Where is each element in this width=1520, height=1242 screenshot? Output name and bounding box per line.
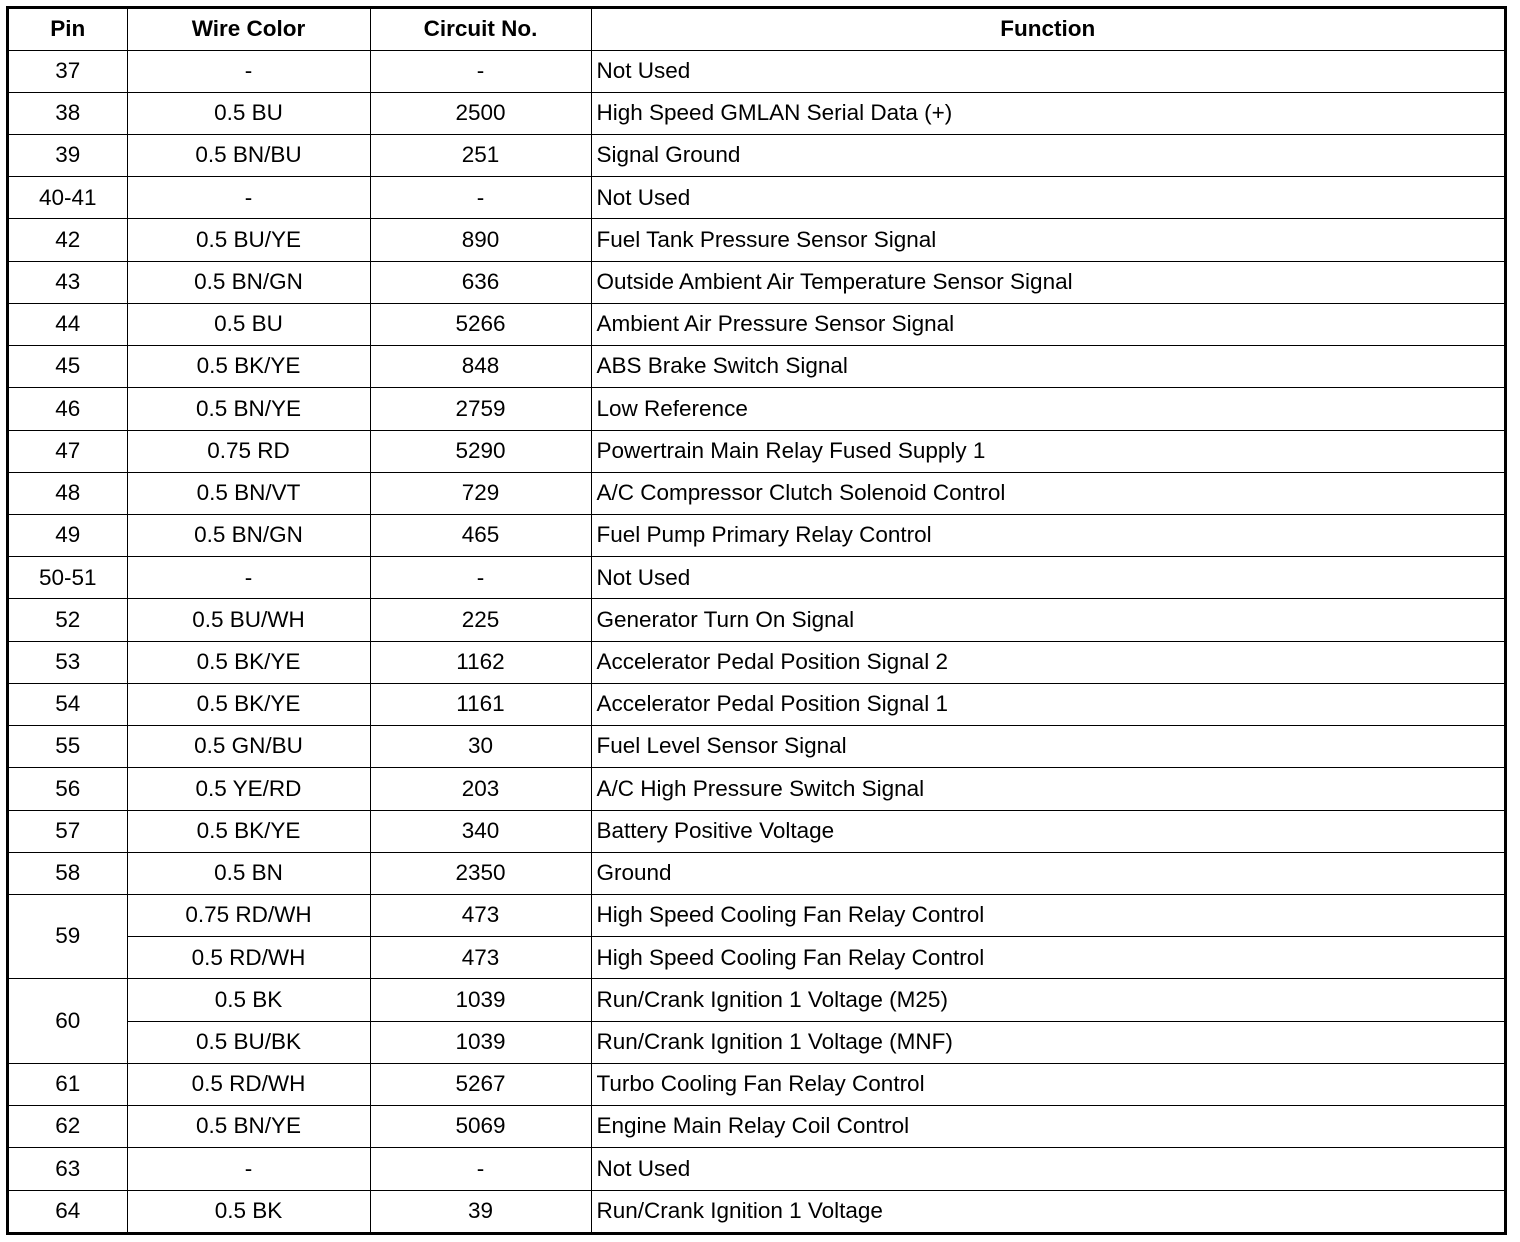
wire-color-cell: 0.5 GN/BU [127, 726, 370, 768]
table-row [9, 135, 1504, 177]
wire-color-cell: 0.75 RD/WH [127, 894, 370, 936]
wire-color-cell: 0.5 BN [127, 852, 370, 894]
wire-color-cell: 0.5 RD/WH [127, 1063, 370, 1105]
table-row [9, 810, 1504, 852]
table-row [9, 430, 1504, 472]
pin-cell: 55 [9, 726, 127, 768]
table-row [9, 1106, 1504, 1148]
table-row [9, 303, 1504, 345]
pin-cell: 61 [9, 1063, 127, 1105]
pin-cell: 50-51 [9, 557, 127, 599]
wire-color-cell: 0.5 BK [127, 1190, 370, 1232]
table-row [9, 177, 1504, 219]
table-row [9, 388, 1504, 430]
pin-cell: 53 [9, 641, 127, 683]
wire-color-cell: 0.5 BN/BU [127, 135, 370, 177]
table-row [9, 683, 1504, 725]
circuit-no-cell: 1161 [370, 683, 591, 725]
function-cell: ABS Brake Switch Signal [591, 346, 1504, 388]
function-cell: Not Used [591, 1148, 1504, 1190]
pin-cell: 38 [9, 92, 127, 134]
pin-cell: 64 [9, 1190, 127, 1232]
wire-color-cell: 0.5 YE/RD [127, 768, 370, 810]
wire-color-cell: 0.5 BU/YE [127, 219, 370, 261]
wire-color-cell: - [127, 557, 370, 599]
wire-color-cell: 0.5 BU [127, 92, 370, 134]
function-cell: Signal Ground [591, 135, 1504, 177]
wire-color-cell: 0.5 BK/YE [127, 810, 370, 852]
table-row [9, 219, 1504, 261]
wire-color-cell: 0.5 BK/YE [127, 641, 370, 683]
table-row [9, 1148, 1504, 1190]
table-row [9, 979, 1504, 1021]
wire-color-cell: 0.5 BK [127, 979, 370, 1021]
pin-cell: 48 [9, 472, 127, 514]
circuit-no-cell: 340 [370, 810, 591, 852]
pin-cell: 46 [9, 388, 127, 430]
circuit-no-cell: 1039 [370, 1021, 591, 1063]
pin-cell: 44 [9, 303, 127, 345]
circuit-no-cell: 251 [370, 135, 591, 177]
table-row [9, 557, 1504, 599]
wire-color-cell: 0.5 BN/GN [127, 261, 370, 303]
function-cell: Low Reference [591, 388, 1504, 430]
circuit-no-cell: 636 [370, 261, 591, 303]
wire-color-cell: - [127, 1148, 370, 1190]
table-row [9, 937, 1504, 979]
table-row [9, 346, 1504, 388]
pin-cell: 62 [9, 1106, 127, 1148]
wire-color-cell: 0.5 RD/WH [127, 937, 370, 979]
function-cell: Battery Positive Voltage [591, 810, 1504, 852]
circuit-no-cell: 2500 [370, 92, 591, 134]
function-cell: Generator Turn On Signal [591, 599, 1504, 641]
pin-cell: 63 [9, 1148, 127, 1190]
pin-cell: 39 [9, 135, 127, 177]
pin-cell: 37 [9, 50, 127, 92]
circuit-no-cell: - [370, 177, 591, 219]
pin-cell: 40-41 [9, 177, 127, 219]
function-cell: Fuel Level Sensor Signal [591, 726, 1504, 768]
wire-color-cell: 0.5 BU/BK [127, 1021, 370, 1063]
circuit-no-cell: 5266 [370, 303, 591, 345]
wire-color-cell: 0.5 BN/GN [127, 515, 370, 557]
table-row [9, 726, 1504, 768]
wire-color-cell: 0.5 BU [127, 303, 370, 345]
wire-color-cell: 0.5 BN/YE [127, 1106, 370, 1148]
function-cell: High Speed Cooling Fan Relay Control [591, 894, 1504, 936]
function-cell: Run/Crank Ignition 1 Voltage (MNF) [591, 1021, 1504, 1063]
table-row [9, 894, 1504, 936]
function-cell: Fuel Tank Pressure Sensor Signal [591, 219, 1504, 261]
table-row [9, 1063, 1504, 1105]
pin-cell: 49 [9, 515, 127, 557]
pin-cell: 52 [9, 599, 127, 641]
circuit-no-cell: 2759 [370, 388, 591, 430]
circuit-no-cell: 5290 [370, 430, 591, 472]
circuit-no-cell: 225 [370, 599, 591, 641]
function-cell: A/C High Pressure Switch Signal [591, 768, 1504, 810]
table-row [9, 472, 1504, 514]
table-row [9, 1190, 1504, 1232]
wire-color-cell: 0.5 BK/YE [127, 346, 370, 388]
function-cell: Not Used [591, 557, 1504, 599]
pin-cell: 54 [9, 683, 127, 725]
function-cell: High Speed GMLAN Serial Data (+) [591, 92, 1504, 134]
table-row [9, 852, 1504, 894]
circuit-no-cell: 473 [370, 894, 591, 936]
function-cell: Engine Main Relay Coil Control [591, 1106, 1504, 1148]
circuit-no-cell: 30 [370, 726, 591, 768]
header-row [9, 9, 1504, 50]
wire-color-cell: 0.75 RD [127, 430, 370, 472]
pin-cell: 56 [9, 768, 127, 810]
circuit-no-cell: 1039 [370, 979, 591, 1021]
pin-cell: 45 [9, 346, 127, 388]
pin-cell: 60 [9, 979, 127, 1063]
wire-color-cell: 0.5 BU/WH [127, 599, 370, 641]
circuit-no-cell: - [370, 557, 591, 599]
function-cell: High Speed Cooling Fan Relay Control [591, 937, 1504, 979]
function-cell: Ground [591, 852, 1504, 894]
circuit-no-cell: 465 [370, 515, 591, 557]
function-cell: Run/Crank Ignition 1 Voltage (M25) [591, 979, 1504, 1021]
pinout-table [9, 9, 1504, 1232]
function-cell: Turbo Cooling Fan Relay Control [591, 1063, 1504, 1105]
circuit-no-cell: 5267 [370, 1063, 591, 1105]
wire-color-cell: 0.5 BN/VT [127, 472, 370, 514]
table-row [9, 599, 1504, 641]
circuit-no-cell: 473 [370, 937, 591, 979]
pin-cell: 57 [9, 810, 127, 852]
wire-color-cell: - [127, 50, 370, 92]
circuit-no-cell: 890 [370, 219, 591, 261]
function-cell: Accelerator Pedal Position Signal 1 [591, 683, 1504, 725]
table-row [9, 1021, 1504, 1063]
table-row [9, 515, 1504, 557]
function-cell: Not Used [591, 50, 1504, 92]
table-row [9, 92, 1504, 134]
circuit-no-cell: 729 [370, 472, 591, 514]
header-wire-color: Wire Color [127, 9, 370, 50]
circuit-no-cell: 2350 [370, 852, 591, 894]
function-cell: Run/Crank Ignition 1 Voltage [591, 1190, 1504, 1232]
wire-color-cell: - [127, 177, 370, 219]
function-cell: Powertrain Main Relay Fused Supply 1 [591, 430, 1504, 472]
function-cell: A/C Compressor Clutch Solenoid Control [591, 472, 1504, 514]
function-cell: Ambient Air Pressure Sensor Signal [591, 303, 1504, 345]
function-cell: Not Used [591, 177, 1504, 219]
pin-cell: 58 [9, 852, 127, 894]
function-cell: Outside Ambient Air Temperature Sensor Signal [591, 261, 1504, 303]
header-function: Function [591, 9, 1504, 50]
circuit-no-cell: - [370, 1148, 591, 1190]
pin-cell: 43 [9, 261, 127, 303]
pin-cell: 42 [9, 219, 127, 261]
pin-cell: 47 [9, 430, 127, 472]
table-row [9, 261, 1504, 303]
circuit-no-cell: 1162 [370, 641, 591, 683]
wire-color-cell: 0.5 BN/YE [127, 388, 370, 430]
pin-cell: 59 [9, 894, 127, 978]
table-row [9, 50, 1504, 92]
wire-color-cell: 0.5 BK/YE [127, 683, 370, 725]
header-circuit-no: Circuit No. [370, 9, 591, 50]
connector-pinout-table [6, 6, 1507, 1235]
table-row [9, 641, 1504, 683]
function-cell: Accelerator Pedal Position Signal 2 [591, 641, 1504, 683]
circuit-no-cell: 39 [370, 1190, 591, 1232]
circuit-no-cell: 5069 [370, 1106, 591, 1148]
circuit-no-cell: 203 [370, 768, 591, 810]
table-row [9, 768, 1504, 810]
function-cell: Fuel Pump Primary Relay Control [591, 515, 1504, 557]
header-pin: Pin [9, 9, 127, 50]
circuit-no-cell: - [370, 50, 591, 92]
circuit-no-cell: 848 [370, 346, 591, 388]
